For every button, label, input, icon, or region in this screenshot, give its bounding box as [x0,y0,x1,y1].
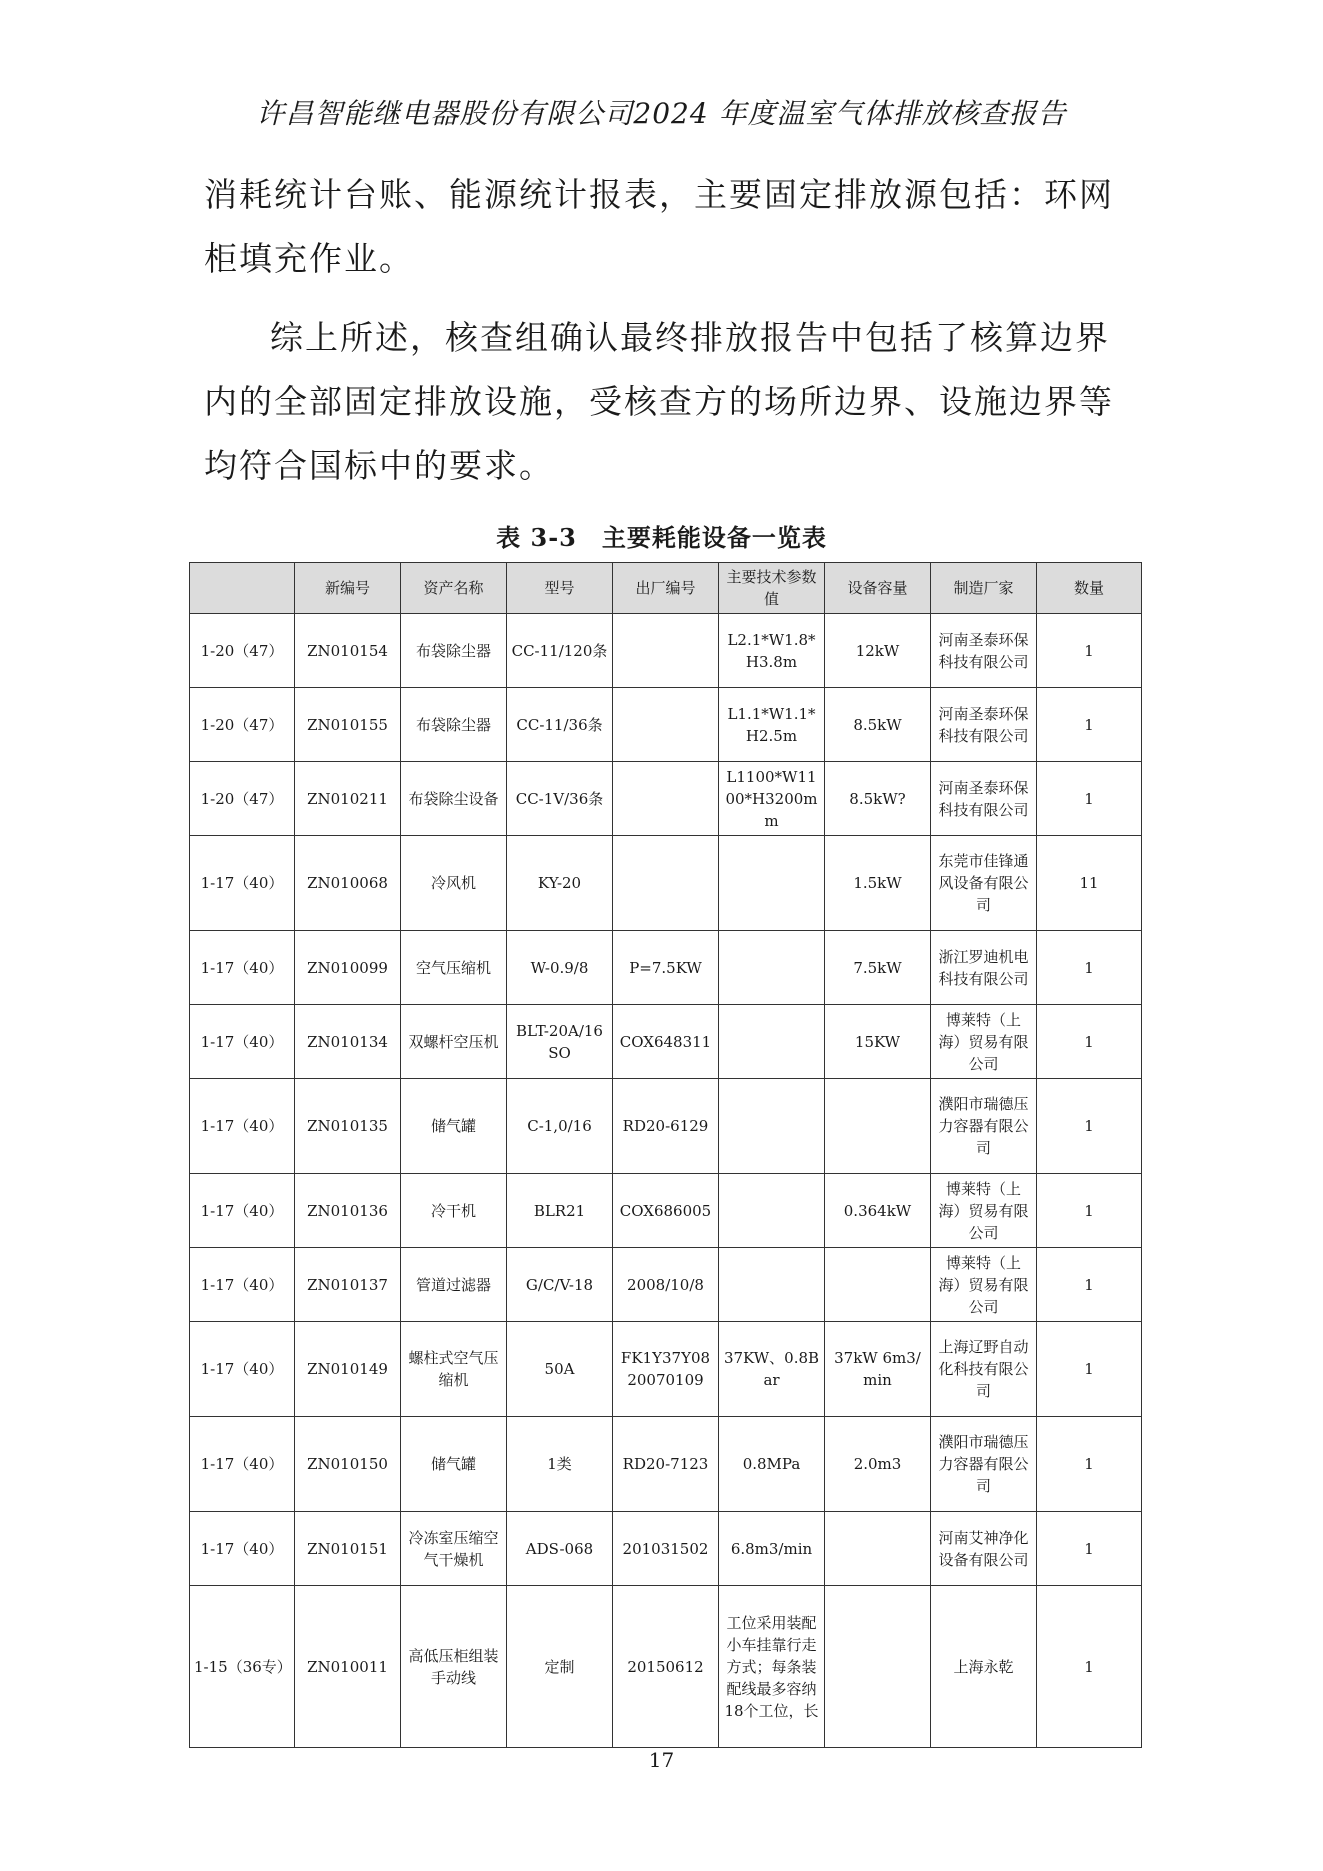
cell-asset-name: 冷冻室压缩空气干燥机 [401,1512,507,1586]
cell-capacity: 2.0m3 [825,1417,931,1512]
column-header-tech-params: 主要技术参数值 [719,563,825,614]
cell-tech-params: L1.1*W1.1*H2.5m [719,688,825,762]
cell-capacity: 1.5kW [825,836,931,931]
cell-row-id: 1-17（40） [190,836,295,931]
cell-manufacturer: 河南圣泰环保科技有限公司 [931,614,1037,688]
cell-model: W-0.9/8 [507,931,613,1005]
cell-tech-params: 6.8m3/min [719,1512,825,1586]
cell-asset-name: 布袋除尘器 [401,614,507,688]
cell-model: BLR21 [507,1174,613,1248]
cell-tech-params: 37KW、0.8Bar [719,1322,825,1417]
cell-model: 定制 [507,1586,613,1748]
cell-asset-name: 储气罐 [401,1079,507,1174]
cell-model: 50A [507,1322,613,1417]
cell-quantity: 1 [1037,1512,1142,1586]
cell-model: CC-1V/36条 [507,762,613,836]
table-row [190,1079,1142,1174]
cell-row-id: 1-20（47） [190,762,295,836]
cell-row-id: 1-17（40） [190,1512,295,1586]
cell-quantity: 1 [1037,1322,1142,1417]
cell-capacity [825,1079,931,1174]
page-header: 许昌智能继电器股份有限公司2024 年度温室气体排放核查报告 [256,97,1067,130]
cell-model: BLT-20A/16 SO [507,1005,613,1079]
cell-asset-name: 双螺杆空压机 [401,1005,507,1079]
cell-manufacturer: 河南圣泰环保科技有限公司 [931,688,1037,762]
cell-manufacturer: 博莱特（上海）贸易有限公司 [931,1248,1037,1322]
column-header-asset-name: 资产名称 [401,563,507,614]
cell-new-number: ZN010211 [295,762,401,836]
cell-new-number: ZN010011 [295,1586,401,1748]
cell-quantity: 1 [1037,762,1142,836]
cell-asset-name: 管道过滤器 [401,1248,507,1322]
cell-quantity: 1 [1037,1586,1142,1748]
cell-tech-params [719,931,825,1005]
cell-manufacturer: 东莞市佳锋通风设备有限公司 [931,836,1037,931]
cell-row-id: 1-17（40） [190,1005,295,1079]
cell-manufacturer: 博莱特（上海）贸易有限公司 [931,1174,1037,1248]
cell-factory-number: P=7.5KW [613,931,719,1005]
cell-tech-params: 工位采用装配小车挂靠行走方式；每条装配线最多容纳18个工位，长 [719,1586,825,1748]
cell-capacity [825,1586,931,1748]
cell-model: 1类 [507,1417,613,1512]
cell-new-number: ZN010134 [295,1005,401,1079]
cell-new-number: ZN010154 [295,614,401,688]
cell-manufacturer: 博莱特（上海）贸易有限公司 [931,1005,1037,1079]
cell-factory-number: FK1Y37Y0820070109 [613,1322,719,1417]
cell-capacity [825,1512,931,1586]
table-row [190,836,1142,931]
cell-manufacturer: 上海永乾 [931,1586,1037,1748]
cell-new-number: ZN010155 [295,688,401,762]
cell-quantity: 11 [1037,836,1142,931]
cell-new-number: ZN010150 [295,1417,401,1512]
page-number: 17 [648,1748,675,1772]
cell-row-id: 1-17（40） [190,1417,295,1512]
column-header-model: 型号 [507,563,613,614]
cell-row-id: 1-20（47） [190,614,295,688]
table-row [190,1512,1142,1586]
cell-tech-params [719,1174,825,1248]
cell-quantity: 1 [1037,1248,1142,1322]
cell-new-number: ZN010137 [295,1248,401,1322]
column-header-manufacturer: 制造厂家 [931,563,1037,614]
cell-manufacturer: 河南圣泰环保科技有限公司 [931,762,1037,836]
cell-manufacturer: 河南艾神净化设备有限公司 [931,1512,1037,1586]
table-row [190,762,1142,836]
cell-tech-params: L2.1*W1.8*H3.8m [719,614,825,688]
cell-row-id: 1-17（40） [190,1248,295,1322]
cell-row-id: 1-17（40） [190,1079,295,1174]
cell-model: ADS-068 [507,1512,613,1586]
cell-quantity: 1 [1037,1174,1142,1248]
column-header-capacity: 设备容量 [825,563,931,614]
cell-row-id: 1-17（40） [190,1174,295,1248]
cell-manufacturer: 濮阳市瑞德压力容器有限公司 [931,1079,1037,1174]
cell-new-number: ZN010136 [295,1174,401,1248]
cell-new-number: ZN010149 [295,1322,401,1417]
cell-factory-number [613,614,719,688]
cell-asset-name: 高低压柜组装手动线 [401,1586,507,1748]
cell-row-id: 1-17（40） [190,1322,295,1417]
cell-manufacturer: 浙江罗迪机电科技有限公司 [931,931,1037,1005]
table-row [190,1586,1142,1748]
cell-new-number: ZN010068 [295,836,401,931]
cell-capacity: 8.5kW? [825,762,931,836]
paragraph-1: 消耗统计台账、能源统计报表，主要固定排放源包括：环网柜填充作业。 [204,175,1114,278]
cell-quantity: 1 [1037,1079,1142,1174]
table-row [190,688,1142,762]
cell-model: C-1,0/16 [507,1079,613,1174]
cell-factory-number [613,688,719,762]
cell-asset-name: 冷干机 [401,1174,507,1248]
cell-factory-number: 2008/10/8 [613,1248,719,1322]
cell-asset-name: 螺柱式空气压缩机 [401,1322,507,1417]
cell-tech-params [719,1248,825,1322]
cell-capacity: 12kW [825,614,931,688]
cell-capacity: 0.364kW [825,1174,931,1248]
table-row [190,1248,1142,1322]
cell-capacity: 15KW [825,1005,931,1079]
cell-new-number: ZN010099 [295,931,401,1005]
cell-model: CC-11/120条 [507,614,613,688]
cell-asset-name: 布袋除尘设备 [401,762,507,836]
cell-factory-number [613,836,719,931]
cell-tech-params: L1100*W1100*H3200mm [719,762,825,836]
cell-capacity: 37kW 6m3/min [825,1322,931,1417]
table-row [190,614,1142,688]
cell-manufacturer: 上海辽野自动化科技有限公司 [931,1322,1037,1417]
table-caption: 表 3-3 主要耗能设备一览表 [496,523,827,552]
table-row [190,931,1142,1005]
cell-tech-params [719,1079,825,1174]
cell-asset-name: 储气罐 [401,1417,507,1512]
equipment-table [189,562,1142,1748]
cell-new-number: ZN010135 [295,1079,401,1174]
cell-tech-params: 0.8MPa [719,1417,825,1512]
cell-asset-name: 空气压缩机 [401,931,507,1005]
cell-quantity: 1 [1037,1417,1142,1512]
cell-model: CC-11/36条 [507,688,613,762]
cell-capacity: 8.5kW [825,688,931,762]
cell-quantity: 1 [1037,688,1142,762]
table-header-row [190,563,1142,614]
cell-quantity: 1 [1037,614,1142,688]
column-header-new-number: 新编号 [295,563,401,614]
cell-row-id: 1-20（47） [190,688,295,762]
column-header-row-id [190,563,295,614]
cell-manufacturer: 濮阳市瑞德压力容器有限公司 [931,1417,1037,1512]
cell-new-number: ZN010151 [295,1512,401,1586]
table-row [190,1005,1142,1079]
column-header-quantity: 数量 [1037,563,1142,614]
cell-tech-params [719,836,825,931]
cell-asset-name: 布袋除尘器 [401,688,507,762]
table-row [190,1322,1142,1417]
cell-quantity: 1 [1037,931,1142,1005]
cell-factory-number [613,762,719,836]
cell-capacity [825,1248,931,1322]
cell-capacity: 7.5kW [825,931,931,1005]
cell-factory-number: RD20-6129 [613,1079,719,1174]
cell-factory-number: COX686005 [613,1174,719,1248]
column-header-factory-number: 出厂编号 [613,563,719,614]
cell-row-id: 1-15（36专） [190,1586,295,1748]
cell-model: KY-20 [507,836,613,931]
paragraph-2: 综上所述，核查组确认最终排放报告中包括了核算边界内的全部固定排放设施，受核查方的场所边界、设施边界等均符合国标中的要求。 [204,318,1114,485]
cell-factory-number: COX648311 [613,1005,719,1079]
cell-factory-number: RD20-7123 [613,1417,719,1512]
cell-factory-number: 20150612 [613,1586,719,1748]
table-row [190,1174,1142,1248]
table-row [190,1417,1142,1512]
cell-factory-number: 201031502 [613,1512,719,1586]
cell-row-id: 1-17（40） [190,931,295,1005]
cell-asset-name: 冷风机 [401,836,507,931]
cell-quantity: 1 [1037,1005,1142,1079]
cell-model: G/C/V-18 [507,1248,613,1322]
cell-tech-params [719,1005,825,1079]
table-body [190,614,1142,1748]
